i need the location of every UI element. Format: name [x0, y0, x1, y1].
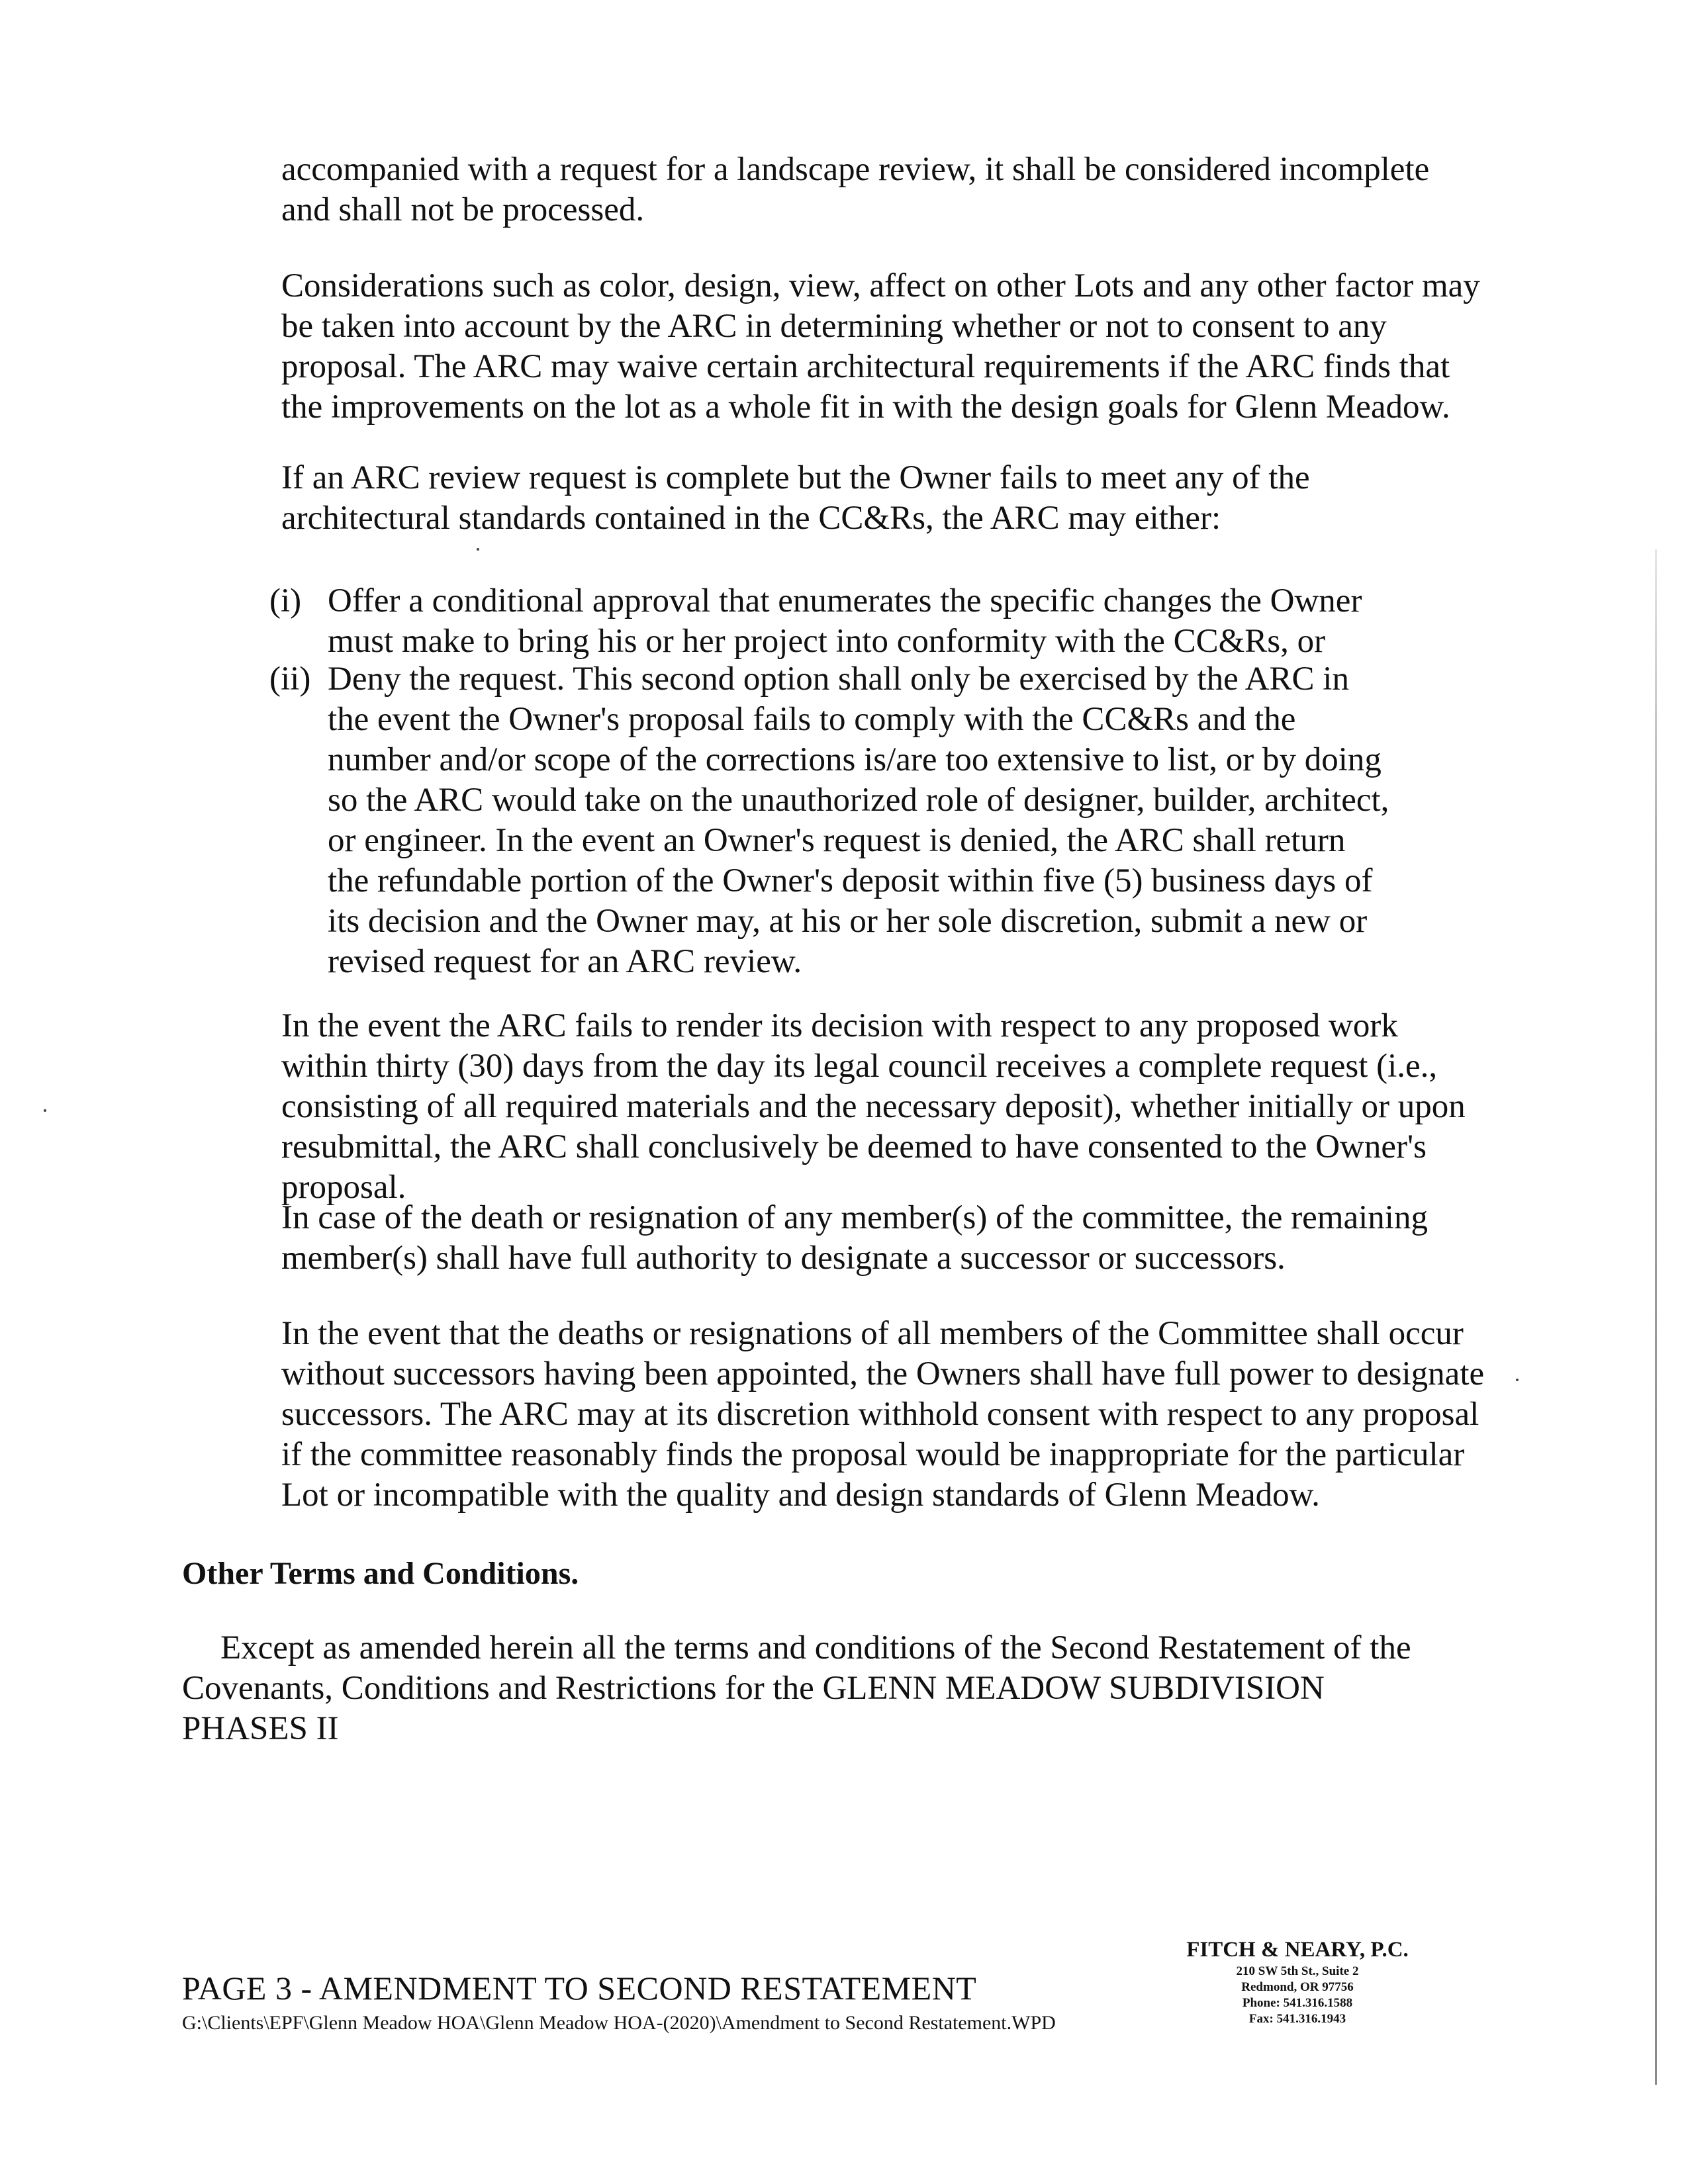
list-item-text: Offer a conditional approval that enumerates the specific changes the Owner must make to bring his or her project into conformity with the CC&Rs, or — [328, 582, 1362, 660]
scan-speck — [1516, 1379, 1519, 1381]
paragraph-except: Except as amended herein all the terms and conditions of the Second Restatement of the Covenants, Conditions and Restrictions for the GLENN MEADOW SUBDIVISION PHASES II — [182, 1629, 1411, 1747]
section-heading: Other Terms and Conditions. — [182, 1556, 579, 1591]
scan-speck — [44, 1109, 46, 1112]
paragraph-arc-fails: In the event the ARC fails to render its decision with respect to any proposed work within thirty (30) days from the day its legal council receives a complete request (i.e., consisting of all required materials and the necessary deposit), whether initially or upon resubmittal, the ARC shall conclusively be deemed to have consented to the Owner's proposal. — [281, 1007, 1466, 1206]
firm-block — [1165, 1936, 1430, 2027]
firm-fax: Fax: 541.316.1943 — [1248, 2012, 1346, 2026]
firm-city: Redmond, OR 97756 — [1241, 1980, 1354, 1994]
list-item-i — [269, 581, 1395, 662]
paragraph-death-resignation: In case of the death or resignation of any member(s) of the committee, the remaining member(s) shall have full authority to designate a successor or successors. — [281, 1199, 1428, 1277]
page-label: PAGE 3 - AMENDMENT TO SECOND RESTATEMENT — [182, 1970, 977, 2007]
file-path: G:\Clients\EPF\Glenn Meadow HOA\Glenn Meadow HOA-(2020)\Amendment to Second Restatement.WPD — [182, 2012, 1056, 2034]
list-item-text: Deny the request. This second option shall only be exercised by the ARC in the event the Owner's proposal fails to comply with the CC&Rs and the number and/or scope of the corrections is/are too extensive to list, or by doing so the ARC would take on the unauthorized role of designer, builder, architect, or engineer. In the event an Owner's request is denied, the ARC shall return the refundable portion of the Owner's deposit within five (5) business days of its decision and the Owner may, at his or her sole discretion, submit a new or revised request for an ARC review. — [328, 660, 1389, 980]
firm-address: 210 SW 5th St., Suite 2 — [1236, 1964, 1359, 1978]
paragraph-if-incomplete: If an ARC review request is complete but the Owner fails to meet any of the architectural standards contained in the CC&Rs, the ARC may either: — [281, 459, 1310, 537]
scan-edge-mark — [1655, 549, 1657, 2085]
list-item-ii — [269, 659, 1395, 982]
firm-name: FITCH & NEARY, P.C. — [1186, 1938, 1409, 1962]
paragraph-continuation: accompanied with a request for a landscape review, it shall be considered incomplete and shall not be processed. — [281, 151, 1430, 228]
list-marker: (i) — [269, 582, 302, 619]
paragraph-considerations: Considerations such as color, design, view, affect on other Lots and any other factor may be taken into account by the ARC in determining whether or not to consent to any proposal. The ARC may waive certain architectural requirements if the ARC finds that the improvements on the lot as a whole fit in with the design goals for Glenn Meadow. — [281, 267, 1480, 426]
scan-speck — [477, 548, 479, 551]
firm-phone: Phone: 541.316.1588 — [1242, 1996, 1353, 2010]
paragraph-all-deaths: In the event that the deaths or resignations of all members of the Committee shall occur without successors having been appointed, the Owners shall have full power to designate successors. The ARC may at its discretion withhold consent with respect to any proposal if the committee reasonably finds the proposal would be inappropriate for the particular Lot or incompatible with the quality and design standards of Glenn Meadow. — [281, 1315, 1485, 1514]
list-marker: (ii) — [269, 660, 311, 698]
